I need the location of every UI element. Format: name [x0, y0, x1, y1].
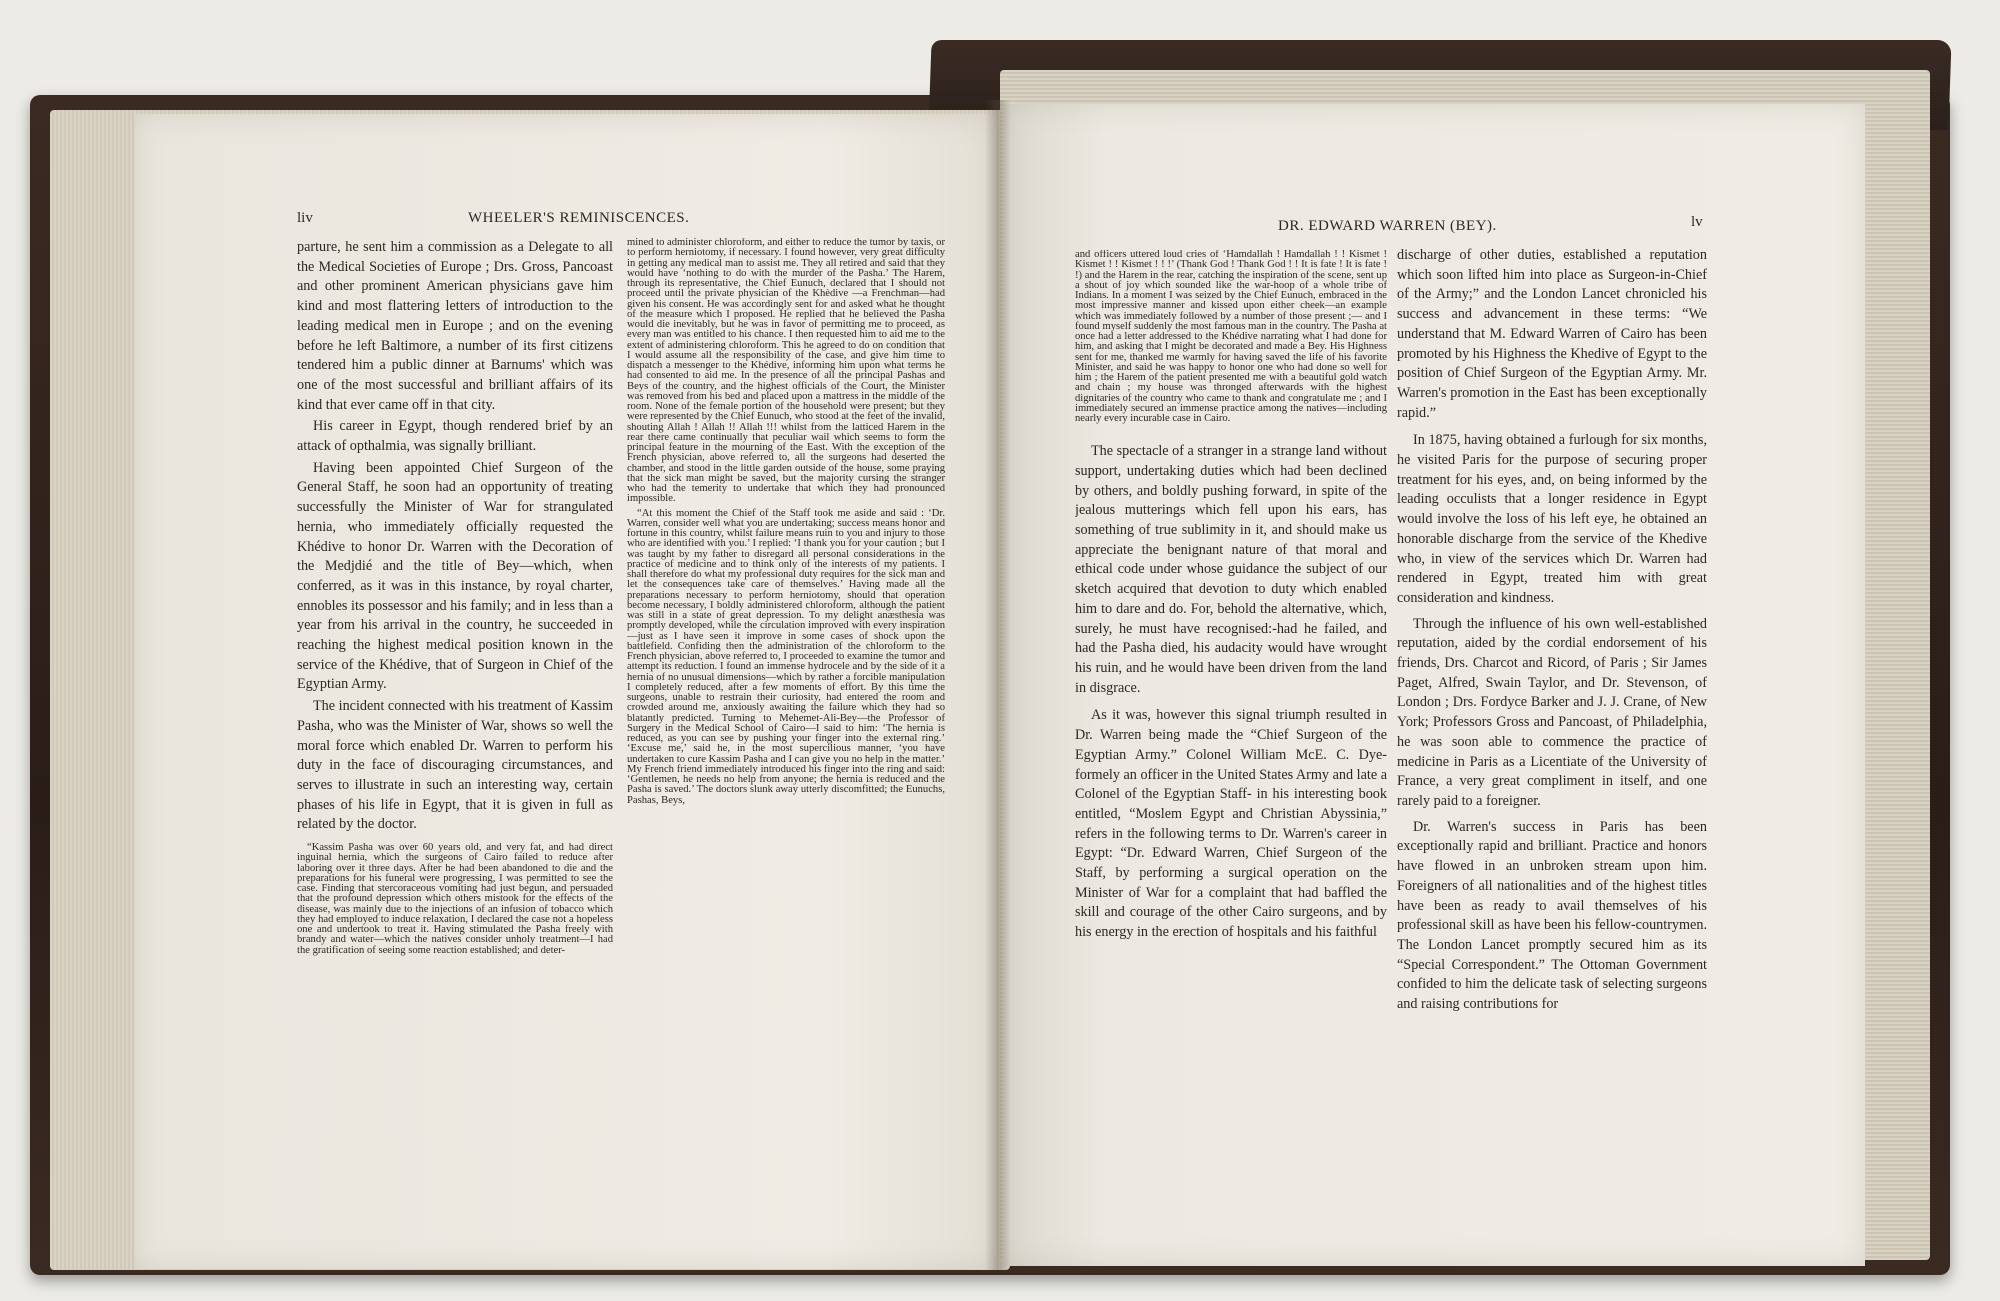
page-number: lv	[1691, 214, 1703, 230]
paragraph: Through the influence of his own well-established reputation, aided by the cordial endorsement of his friends, Drs. Charcot and Ricord, of Paris ; Sir James Paget, Alfred, Swain Taylor, and Dr. Stevenson, of London ; Drs. Fordyce Barker and J. J. Crane, of New York; Professors Gross and Pancoast, of Philadelphia, he was soon able to commence the practice of medicine in Paris as a Licentiate of the University of France, a very great compliment in itself, and one rarely paid to a foreigner.	[1397, 615, 1707, 809]
paragraph: The spectacle of a stranger in a strange land without support, undertaking duties which had been declined by others, and boldly pushing forward, in spite of the jealous mutterings which fell upon his ears, has something of true sublimity in it, and should make us appreciate the benignant nature of that moral and ethical code under whose guidance the subject of our sketch acquired that devotion to duty which enabled him to dare and do. For, behold the alternative, which, surely, he must have recognised:-had he failed, and had the Pasha died, his audacity would have wrought his ruin, and he would have been driven from the land in disgrace.	[1075, 443, 1387, 696]
right-column-2	[1397, 246, 1707, 1206]
left-column-1	[297, 238, 613, 1028]
page-number: liv	[297, 210, 313, 226]
running-head: DR. EDWARD WARREN (BEY).	[1278, 218, 1497, 234]
main-text	[1075, 442, 1387, 943]
running-head: WHEELER'S REMINISCENCES.	[468, 210, 690, 226]
quoted-account	[1075, 250, 1387, 424]
right-page	[1003, 104, 1865, 1266]
paragraph: parture, he sent him a commission as a Delegate to all the Medical Societies of Europe ; Drs. Gross, Pancoast and other prominent American physicians gave him kind and most flattering letters of introduction to the leading medical men in Europe ; and on the evening before he left Baltimore, a number of its first citizens tendered him a public dinner at Barnums' which was one of the most successful and brilliant affairs of its kind that ever came off in that city.	[297, 239, 613, 413]
paragraph: In 1875, having obtained a furlough for six months, he visited Paris for the purpose of securing proper treatment for his eyes, and, on being informed by the leading occulists that a longer residence in Egypt would involve the loss of his left eye, he obtained an honorable discharge from the service of the Khedive who, in view of the services which Dr. Warren had rendered in Egypt, treated him with great consideration and kindness.	[1397, 432, 1707, 606]
left-column-2	[627, 238, 945, 1038]
book-gutter	[985, 100, 1011, 1270]
quoted-account	[297, 843, 613, 956]
main-text	[297, 238, 613, 835]
paragraph: “Kassim Pasha was over 60 years old, and very fat, and had direct inguinal hernia, which the surgeons of Cairo failed to reduce after laboring over it three days. After he had been abandoned to die and the preparations for his funeral were progressing, I was permitted to see the case. Finding that stercoraceous vomiting had just begun, and persuaded that the profound depression which others mistook for the effects of the disease, was mainly due to the injections of an infusion of tobacco which they had employed to induce relaxation, I declared the case not a hopeless one and undertook to treat it. Having stimulated the Pasha freely with brandy and water—which the natives consider unholy treatment—I had the gratification of seeing some reaction established; and deter-	[297, 842, 613, 956]
paragraph: Dr. Warren's success in Paris has been exceptionally rapid and brilliant. Practice and honors have flowed in an unbroken stream upon him. Foreigners of all nationalities and of the highest titles have been as ready to avail themselves of his professional skill as have been his fellow-countrymen. The London Lancet promptly secured him as its “Special Correspondent.” The Ottoman Government confided to him the delicate task of selecting surgeons and raising contributions for	[1397, 818, 1707, 1013]
right-column-1	[1075, 250, 1387, 1200]
left-page	[135, 114, 997, 1269]
paragraph: and officers uttered loud cries of ‘Hamdallah ! Hamdallah ! ! Kismet ! Kismet ! ! Kismet ! ! !’ (Thank God ! Thank God ! ! It is fate ! It is fate ! !) and the Harem in the rear, catching the inspiration of the scene, sent up a shout of joy which sounded like the war-hoop of a whole tribe of Indians. In a moment I was seized by the Chief Eunuch, embraced in the most impressive manner and kissed upon either cheek—an example which was immediately followed by a number of those present ;— and I found myself suddenly the most famous man in the country. The Pasha at once had a letter addressed to the Khédive narrating what I had done for him, and asking that I might be decorated and made a Bey. His Highness sent for me, thanked me warmly for having saved the life of his favorite Minister, and said he was happy to honor one who had done so well for him ; the Harem of the patient presented me with a beautiful gold watch and chain ; my house was thronged afterwards with the highest dignitaries of the country who came to thank and congratulate me ; and I immediately secured an immense practice among the natives—including nearly every incurable case in Cairo.	[1075, 250, 1387, 424]
paragraph: His career in Egypt, though rendered brief by an attack of opthalmia, was signally brilliant.	[297, 418, 613, 455]
paragraph: Having been appointed Chief Surgeon of the General Staff, he soon had an opportunity of treating successfully the Minister of War for strangulated hernia, who immediately officially requested the Khédive to honor Dr. Warren with the Decoration of the Medjdié and the title of Bey—which, when conferred, as it was in this instance, by royal charter, ennobles its possessor and his family; and in less than a year from his arrival in the country, he succeeded in reaching the highest medical position known in the service of the Khédive, that of Surgeon in Chief of the Egyptian Army.	[297, 459, 613, 693]
paragraph: As it was, however this signal triumph resulted in Dr. Warren being made the “Chief Surgeon of the Egyptian Army.” Colonel William McE. C. Dye-formely an officer in the United States Army and late a Colonel of the Egyptian Staff- in his interesting book entitled, “Moslem Egypt and Christian Abyssinia,” refers in the following terms to Dr. Warren's career in Egypt: “Dr. Edward Warren, Chief Surgeon of the Staff, by performing a surgical operation on the Minister of War for a complaint that had baffled the skill and courage of the other Cairo surgeons, and by his energy in the erection of hospitals and his faithful	[1075, 707, 1387, 941]
paragraph: “At this moment the Chief of the Staff took me aside and said : ‘Dr. Warren, consider well what you are undertaking; success means honor and fortune in this country, whilst failure means ruin to you and injury to those who are identified with you.’ I replied: ‘I thank you for your caution ; but I was taught by my father to disregard all personal considerations in the practice of medicine and to think only of the interests of my patients. I shall therefore do what my professional duty requires for the sick man and let the consequences take care of themselves.’ Having made all the preparations necessary to perform herniotomy, should that operation become necessary, I boldly administered chloroform, although the patient was still in a state of great depression. To my delight anæsthesia was promptly developed, while the circulation improved with every inspiration—just as I have seen it improve in some cases of shock upon the battlefield. Confiding then the administration of the chloroform to the French physician, above referred to, I proceeded to examine the tumor and attempt its reduction. I found an immense hydrocele and by the side of it a hernia of no unusual dimensions—which by rather a forcible manipulation I completely reduced, after a few moments of effort. By this time the surgeons, unable to restrain their curiosity, had entered the room and crowded around me, anxiously awaiting the failure which they had so blatantly predicted. Turning to Mehemet-Ali-Bey—the Professor of Surgery in the Medical School of Cairo—I said to him: ‘The hernia is reduced, as you can see by pushing your finger into the external ring.’ ‘Excuse me,’ said he, in the most supercilious manner, ‘you have undertaken to cure Kassim Pasha and I can give you no help in the matter.’ My French friend immediately introduced his finger into the ring and said: ‘Gentlemen, he needs no help from anyone; the hernia is reduced and the Pasha is saved.’ The doctors slunk away utterly discomfitted; the Eunuchs, Pashas, Beys,	[627, 507, 945, 806]
paragraph: discharge of other duties, established a reputation which soon lifted him into place as Surgeon-in-Chief of the Army;” and the London Lancet chronicled his success and advancement in these terms: “We understand that M. Edward Warren of Cairo has been promoted by his Highness the Khedive of Egypt to the position of Chief Surgeon of the Egyptian Army. Mr. Warren's promotion in the East has been exceptionally rapid.”	[1397, 247, 1707, 421]
paragraph: mined to administer chloroform, and either to reduce the tumor by taxis, or to perform herniotomy, if necessary. I found however, very great difficulty in getting any medical man to assist me. They all retired and said that they would have ‘nothing to do with the murder of the Pasha.’ The Harem, through its representative, the Chief Eunuch, declared that I should not proceed until the private physician of the Khèdive —a Frenchman—had given his consent. He was accordingly sent for and asked what he thought of the measure which I proposed. He replied that he believed the Pasha would die inevitably, but he was in favor of permitting me to proceed, as every man was entitled to his chance. I then requested him to aid me to the extent of administering chloroform. This he agreed to do on condition that I would assume all the responsibility of the case, and give him time to dispatch a messenger to the Khédive, informing him upon what terms he had consented to aid me. In the presence of all the principal Pashas and Beys of the country, and the highest officials of the Court, the Minister was removed from his bed and placed upon a mattress in the middle of the room. None of the female portion of the household were present; but they were represented by the Chief Eunuch, who stood at the feet of the invalid, shouting Allah ! Allah !! Allah !!! whilst from the latticed Harem in the rear there came continually that peculiar wail which seems to form the principal feature in the mourning of the East. With the exception of the French physician, above referred to, all the surgeons had deserted the chamber, and stood in the little garden outside of the house, some praying that the sick man might be saved, but the majority cursing the stranger who had the temerity to undertake that which they had pronounced impossible.	[627, 238, 945, 505]
paragraph: The incident connected with his treatment of Kassim Pasha, who was the Minister of War, shows so well the moral force which enabled Dr. Warren to perform his duty in the face of discouraging circumstances, and serves to illustrate in such an interesting way, certain phases of his life in Egypt, that it is given in full as related by the doctor.	[297, 698, 613, 833]
